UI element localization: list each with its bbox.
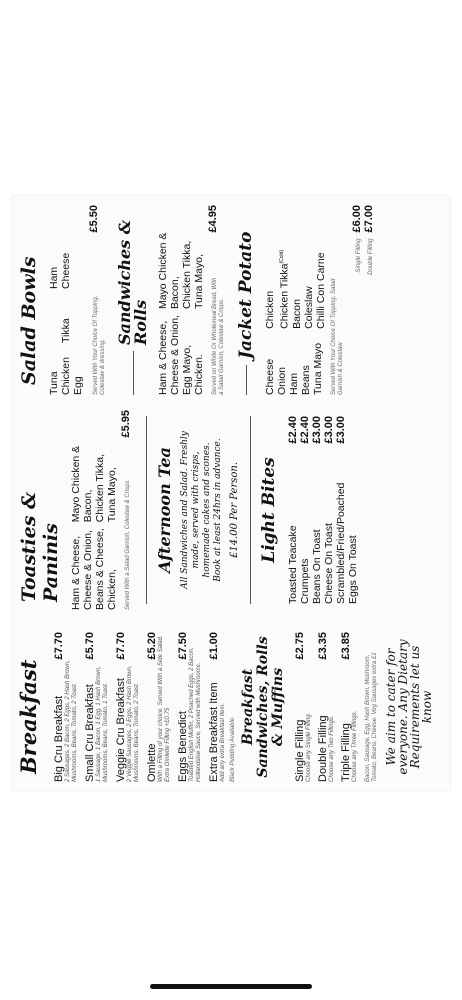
price-label: Single Filling — [355, 238, 362, 273]
afternoon-tea-text — [180, 410, 240, 610]
light-bite-item — [299, 416, 311, 604]
breakfast-item — [115, 632, 141, 782]
salad-served-row — [88, 205, 107, 395]
served-note: Served With a Salad Garnish, Coleslaw & Crisps. — [125, 479, 131, 610]
item-name: Eggs On Toast — [347, 535, 359, 604]
filling: Cheese & Onion, — [82, 530, 94, 610]
fillings-note: Bacon, Sausage, Egg, Hash Brown, Mushroom, Tomato, Beans, Cheese. Veg Sausages extra £1 — [365, 652, 378, 782]
light-bites-title: Light Bites — [259, 457, 279, 563]
topping: Cheese — [60, 252, 72, 289]
item-name: Cheese On Toast — [323, 523, 335, 604]
item-name: Eggs Benedict — [177, 711, 189, 782]
item-description: 2 Veggie Sausages, 2 Eggs, 2 Hash Brown, Mushrooms, Beans, Tomato, 2 Toast. — [127, 665, 140, 782]
filling: Ham & Cheese, — [70, 535, 82, 610]
topping — [72, 295, 84, 343]
sandwiches-col2 — [157, 233, 205, 309]
salad-grid — [48, 205, 84, 395]
topping: Bacon — [290, 299, 303, 329]
served-note: Served on White Or Wholemeal Bread, With a Salad Garnish, Coleslaw & Crisps. — [212, 277, 225, 395]
divider — [246, 365, 247, 395]
bsrm-title — [241, 632, 286, 782]
filling: Bacon, — [169, 276, 181, 310]
price-row — [363, 205, 375, 395]
dietary-line: Requirements let us know — [408, 645, 434, 769]
topping: Chicken Tikka — [278, 263, 291, 329]
light-bite-item — [287, 416, 299, 604]
home-indicator[interactable] — [150, 984, 312, 989]
bsrm-title-line: Sandwiches, Rolls — [255, 636, 271, 778]
jacket-prices — [351, 205, 375, 395]
item-name: Toasted Teacake — [287, 525, 299, 604]
breakfast-list — [53, 632, 237, 782]
afternoon-tea-section — [155, 410, 240, 610]
item-description: Add any extra Breakfast Item. — [220, 702, 226, 782]
text-line: All Sandwiches and Salad. Freshly — [180, 431, 190, 589]
middle-column — [12, 410, 450, 610]
filling: Mayo Chicken & — [70, 445, 82, 523]
filling: Tuna Mayo, — [193, 253, 205, 310]
divider — [250, 416, 251, 604]
text-line: Book at least 24hrs in advance. — [213, 438, 223, 582]
topping: Coleslaw — [302, 286, 315, 329]
item-description: 1 Sausage, 1 Bacon, 1 Egg, 1 Hash Brown, Mushrooms, Beans, Tomato, 1 Toast. — [96, 666, 109, 782]
topping: Beans — [300, 365, 312, 395]
topping: Egg — [72, 376, 84, 395]
sandwiches-grid — [157, 205, 205, 395]
sandwiches-col1 — [157, 315, 205, 395]
filling: Bacon, — [82, 489, 94, 523]
item-name: Single Filling — [294, 719, 306, 782]
item-price: £3.85 — [340, 632, 352, 660]
topping: Cheese — [264, 358, 276, 395]
filling: Chicken Tikka, — [181, 240, 193, 310]
salad-bowls-title: Salad Bowls — [18, 256, 40, 385]
item-price: £2.40 — [299, 416, 311, 444]
filling: Beans & Cheese, — [94, 528, 106, 610]
right-column — [12, 205, 450, 395]
item-name: Extra Breakfast Item — [208, 682, 220, 782]
topping: Ham — [48, 266, 60, 289]
item-price: £1.00 — [208, 632, 220, 660]
bsrm-item — [317, 632, 336, 782]
item-name: Big Cru Breakfast — [53, 695, 65, 782]
item-description: Choose any Single Filling. — [306, 712, 312, 782]
item-name: Scrambled/Fried/Poached — [335, 482, 347, 604]
breakfast-item — [84, 632, 110, 782]
jacket-col1 — [264, 343, 327, 395]
item-price: £7.00 — [362, 205, 375, 233]
menu-canvas — [12, 196, 450, 790]
item-description: Choose any Two Fillings. — [329, 715, 335, 782]
toasties-col2 — [70, 446, 118, 522]
item-name: Small Cru Breakfast — [84, 684, 96, 782]
item-name: Omlette — [146, 743, 158, 782]
item-price: £2.75 — [294, 632, 306, 660]
sandwiches-served-row — [207, 205, 226, 395]
dietary-line: We aim to cater for — [384, 648, 398, 766]
dietary-line: everyone. Any Dietary — [396, 639, 410, 775]
topping: Chicken — [60, 357, 72, 395]
light-bite-item — [323, 416, 335, 604]
item-price: £5.95 — [120, 410, 132, 438]
bsrm-title-line: & Muffins — [270, 667, 286, 747]
item-price: £6.00 — [350, 205, 363, 233]
toasties-title: Toasties & Paninis — [18, 491, 62, 602]
filling: Chicken. — [193, 354, 205, 395]
jacket-col2 — [264, 250, 327, 329]
jacket-potato-title: Jacket Potato — [236, 231, 256, 359]
topping: Tikka — [60, 318, 72, 343]
light-bite-item — [311, 416, 323, 604]
text-line: homemade cakes and scones. — [202, 442, 212, 578]
divider — [146, 416, 147, 604]
served-note: Served With Your Choice Of Topping, Salad Garnish & Coleslaw — [330, 278, 344, 395]
topping: Onion — [276, 366, 288, 395]
dietary-note — [385, 632, 433, 782]
jacket-grid — [264, 205, 327, 395]
item-price: £3.35 — [317, 632, 329, 660]
item-price: £7.70 — [115, 632, 127, 660]
filling: Egg Mayo, — [181, 344, 193, 395]
item-price: £7.70 — [53, 632, 65, 660]
afternoon-tea-title: Afternoon Tea — [155, 447, 174, 573]
light-bites-list — [287, 410, 359, 610]
item-description: 2 Sausages, 2 Bacon, 2 Eggs, 2 Hash Brown, Mushrooms, Beans, Tomato, 2 Toast. — [65, 660, 78, 782]
topping: Chilli Con Carne — [314, 252, 327, 329]
breakfast-item — [146, 632, 172, 782]
menu-photo — [12, 196, 450, 790]
filling: Tuna Mayo, — [106, 467, 118, 523]
breakfast-item — [53, 632, 79, 782]
filling: Chicken, — [106, 569, 118, 610]
item-name: Crumpets — [299, 558, 311, 604]
filling: Cheese & Onion, — [169, 315, 181, 395]
breakfast-title: Breakfast — [16, 659, 41, 774]
topping-row — [276, 250, 291, 329]
bsrm-item — [340, 632, 359, 782]
text-line: £14.00 Per Person. — [229, 461, 240, 559]
topping: Chicken — [264, 290, 276, 329]
toasties-grid — [70, 410, 118, 610]
item-description: Toasted English Muffin, 2 Poached Eggs, 2 Bacon, Hollandaise Sauce, Served with Mushrooms. — [189, 647, 202, 782]
item-name: Double Filling — [317, 715, 329, 782]
breakfast-item — [208, 632, 227, 782]
sandwiches-header — [117, 205, 149, 395]
divider — [133, 351, 134, 395]
light-bite-item — [335, 416, 347, 604]
item-price: £2.40 — [287, 416, 299, 444]
item-price: £5.20 — [146, 632, 158, 660]
item-price: £3.00 — [311, 416, 323, 444]
breakfast-item — [177, 632, 203, 782]
price-row — [351, 205, 363, 395]
salad-col3 — [48, 253, 84, 289]
status-bar — [0, 0, 462, 40]
title-line: Sandwiches & — [115, 219, 134, 345]
item-description: Choose any Three Fillings. — [352, 710, 358, 782]
item-description: With a Filling of your choice. Served With a Side Salad. Extra Omlette Filling +£0.75 — [158, 635, 171, 782]
topping: Tuna Mayo — [312, 342, 324, 395]
topping: Ham — [288, 372, 300, 395]
item-price: £7.50 — [177, 632, 189, 660]
item-name: Triple Filling — [340, 723, 352, 782]
toasties-col1 — [70, 528, 118, 610]
title-line: Rolls — [131, 299, 150, 345]
topping: Tuna — [48, 371, 60, 395]
item-price: £4.95 — [207, 205, 219, 233]
topping — [48, 295, 60, 343]
salad-col2 — [48, 295, 84, 343]
item-name: Veggie Cru Breakfast — [115, 678, 127, 782]
filling: Ham & Cheese, — [157, 320, 169, 395]
price-label: Double Filling — [367, 238, 374, 275]
bsrm-list — [294, 632, 379, 782]
black-pudding-note: Black Pudding Available. — [230, 716, 236, 782]
salad-col1 — [48, 349, 84, 395]
item-name: Beans On Toast — [311, 529, 323, 604]
bsrm-title-line: Breakfast — [240, 668, 256, 746]
served-note: Served With Your Choice Of Topping, Coleslaw & dressing. — [93, 295, 106, 395]
filling: Mayo Chicken & — [157, 232, 169, 310]
jacket-header — [236, 205, 256, 395]
light-bite-item — [347, 416, 359, 604]
item-price: £3.00 — [323, 416, 335, 444]
item-price: £5.70 — [84, 632, 96, 660]
item-price: £3.00 — [335, 416, 347, 444]
item-price: £5.50 — [88, 205, 100, 233]
sandwiches-title — [117, 220, 149, 345]
breakfast-column — [12, 632, 450, 782]
text-line: made, served with crisps, — [191, 451, 201, 569]
filling: Chicken Tikka, — [94, 454, 106, 523]
bsrm-item — [294, 632, 313, 782]
cold-note: (Cold) — [279, 249, 285, 264]
toasties-served-row — [120, 410, 132, 610]
